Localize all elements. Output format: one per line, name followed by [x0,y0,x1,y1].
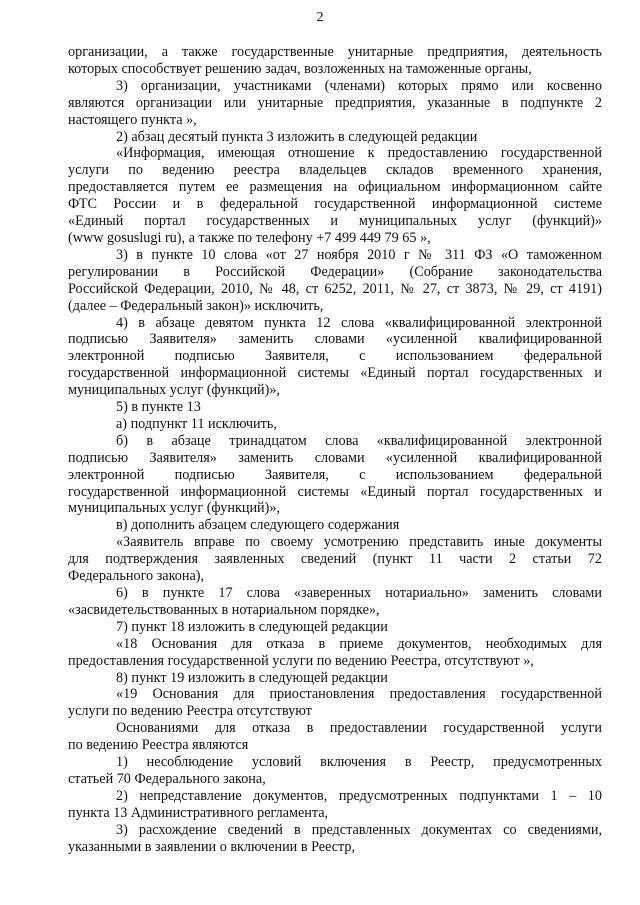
text-line: а) подпункт 11 исключить, [116,415,277,432]
text-line: муниципальных услуг (функций)», [68,500,280,517]
text-line: 3) организации, участниками (членами) которых прямо или косвенно [116,77,602,94]
text-line: ФТС России и в федеральной государственной информационной системе [68,196,602,213]
text-line: Российской Федерации, 2010, № 48, ст 6252, 2011, № 27, ст 3873, № 29, ст 4191) [68,280,602,297]
text-line: электронной подписью Заявителя, с использованием федеральной [68,466,602,483]
text-line: 4) в абзаце девятом пункта 12 слова «квалифицированной электронной [116,314,602,331]
text-line: статьей 70 Федерального закона, [68,770,266,787]
text-line: являются организации или унитарные предприятия, указанные в подпункте 2 [68,94,602,111]
text-line: 1) несоблюдение условий включения в Реестр, предусмотренных [116,754,602,771]
text-line: для подтверждения заявленных сведений (пункт 11 части 2 статьи 72 [68,551,602,568]
text-line: государственной информационной системы «Единый портал государственных и [68,483,602,500]
text-line: услуги по ведению реестра владельцев складов временного хранения, [68,162,602,179]
text-line: электронной подписью Заявителя, с использованием федеральной [68,348,602,365]
text-line: Основаниями для отказа в предоставлении государственной услуги [116,720,602,737]
text-line: услуги по ведению Реестра отсутствуют [68,703,312,720]
text-line: подписью Заявителя» заменить словами «усиленной квалифицированной [68,331,602,348]
document-body [68,44,602,856]
text-line: 5) в пункте 13 [116,399,201,416]
text-line: «Информация, имеющая отношение к предоставлению государственной [116,145,602,162]
text-line: регулировании в Российской Федерации» (Собрание законодательства [68,263,602,280]
text-line: по ведению Реестра являются [68,737,249,754]
text-line: 2) непредставление документов, предусмотренных подпунктами 1 – 10 [116,787,602,804]
text-line: в) дополнить абзацем следующего содержания [116,517,400,534]
text-line: 6) в пункте 17 слова «заверенных нотариально» заменить словами [116,585,602,601]
page-number: 2 [316,10,324,25]
text-line: «18 Основания для отказа в приеме документов, необходимых для [116,635,602,652]
text-line: предоставления государственной услуги по ведению Реестра, отсутствуют », [68,652,534,669]
text-line: 8) пункт 19 изложить в следующей редакции [116,669,388,686]
text-line: «засвидетельствованных в нотариальном порядке», [68,601,380,618]
text-line: б) в абзаце тринадцатом слова «квалифицированной электронной [116,432,602,449]
text-line: 3) расхождение сведений в представленных документах со сведениями, [116,821,602,838]
text-line: муниципальных услуг (функций)», [68,382,280,399]
text-line: предоставляется путем ее размещения на официальном информационном сайте [68,179,602,196]
text-line: Федерального закона), [68,568,205,585]
text-line: указанными в заявлении о включении в Реестр, [68,838,356,855]
text-line: «19 Основания для приостановления предоставления государственной [116,686,602,703]
text-line: 7) пункт 18 изложить в следующей редакции [116,618,388,635]
text-line: «Заявитель вправе по своему усмотрению представить иные документы [116,534,602,551]
text-line: пункта 13 Административного регламента, [68,804,329,821]
text-line: «Единый портал государственных и муниципальных услуг (функций)» [68,213,602,230]
text-line: 3) в пункте 10 слова «от 27 ноября 2010 г № 311 ФЗ «О таможенном [116,246,602,263]
text-line: организации, а также государственные унитарные предприятия, деятельность [68,44,602,60]
text-line: которых способствует решению задач, возложенных на таможенные органы, [68,60,532,77]
text-line: государственной информационной системы «Единый портал государственных и [68,365,602,382]
text-line: настоящего пункта », [68,111,197,128]
text-line: 2) абзац десятый пункта 3 изложить в следующей редакции [116,128,478,145]
text-line: подписью Заявителя» заменить словами «усиленной квалифицированной [68,449,602,466]
text-line: (далее – Федеральный закон)» исключить, [68,297,324,314]
text-line: (www gosuslugi ru), а также по телефону +7 499 449 79 65 », [68,229,431,246]
